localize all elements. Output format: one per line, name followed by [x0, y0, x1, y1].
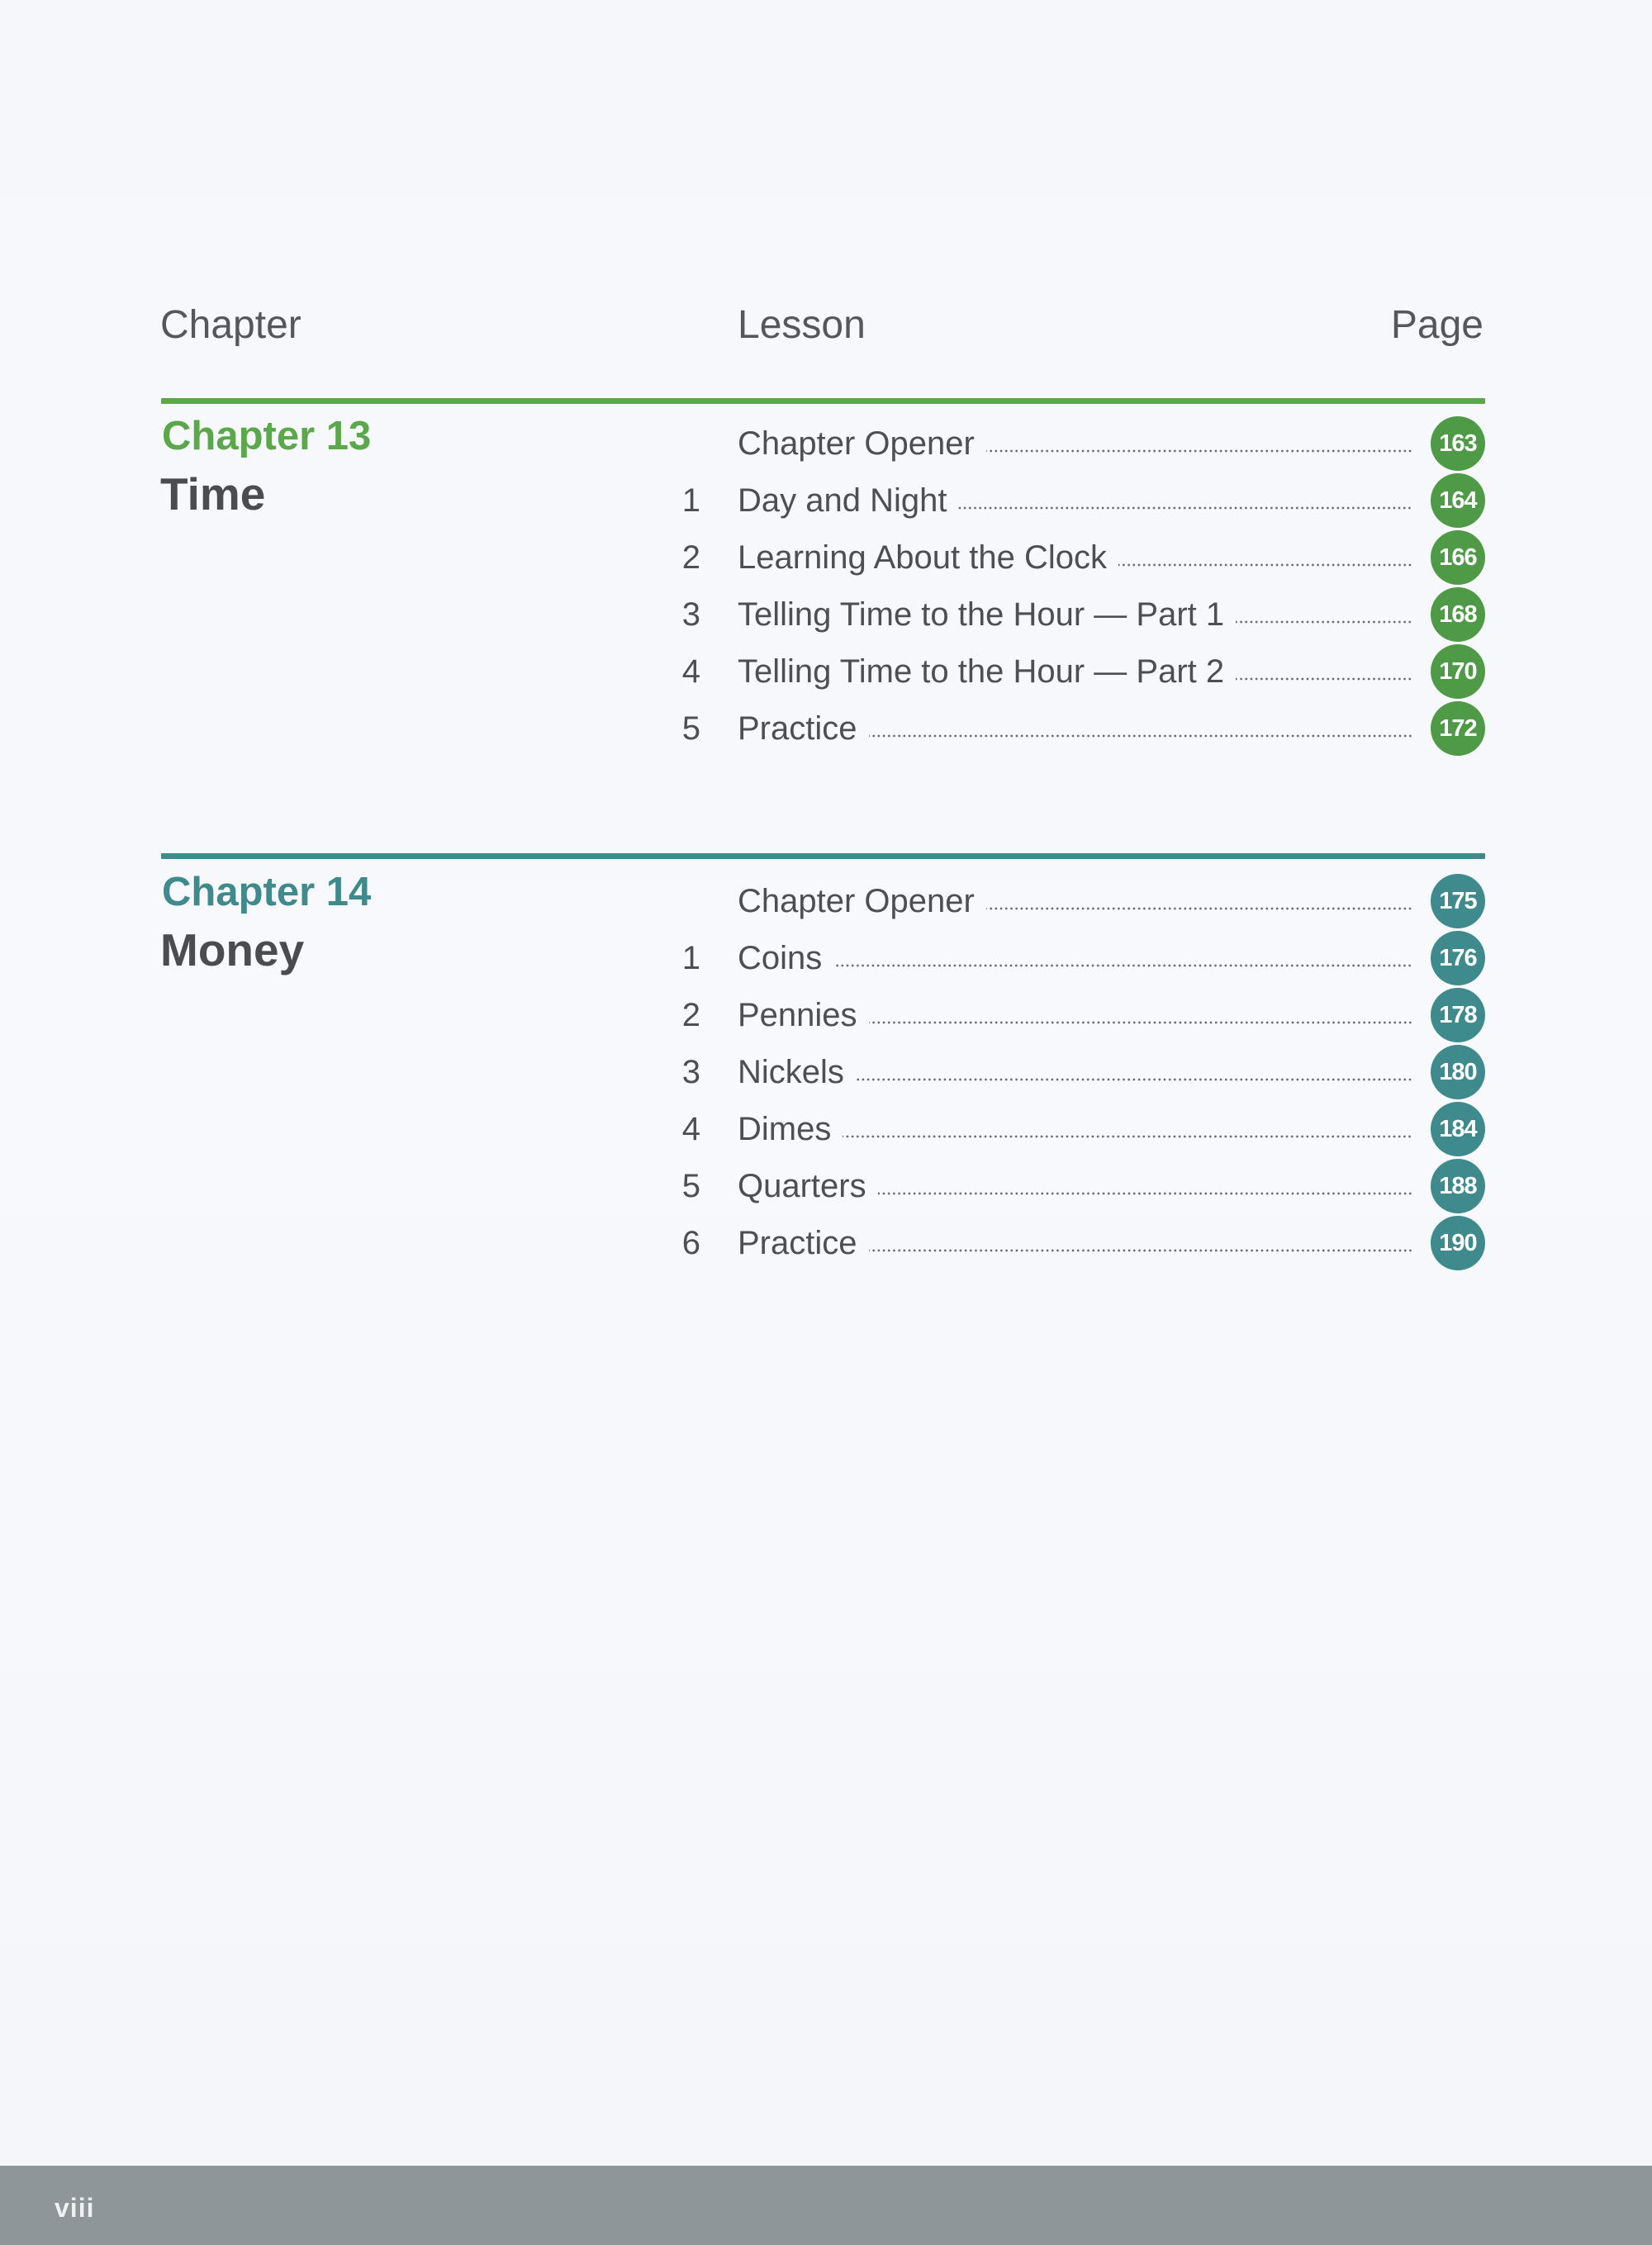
lesson-title[interactable]: Telling Time to the Hour — Part 2 — [738, 653, 1225, 690]
toc-entry[interactable] — [661, 1102, 1487, 1156]
dot-leader — [833, 964, 1412, 967]
page-number-badge[interactable]: 163 — [1431, 416, 1485, 471]
lesson-title[interactable]: Chapter Opener — [738, 882, 975, 919]
toc-entry[interactable] — [661, 1045, 1487, 1099]
page-number-badge[interactable]: 166 — [1431, 530, 1485, 585]
page-number-badge[interactable]: 176 — [1431, 931, 1485, 985]
dot-leader — [869, 1249, 1413, 1252]
dot-leader — [986, 449, 1412, 453]
page-number-badge[interactable]: 175 — [1431, 874, 1485, 928]
lesson-title[interactable]: Quarters — [738, 1167, 866, 1204]
page-number-badge[interactable]: 172 — [1431, 701, 1485, 756]
lesson-number: 2 — [681, 539, 700, 576]
dot-leader — [843, 1135, 1412, 1138]
toc-entry[interactable] — [661, 530, 1487, 585]
lesson-title[interactable]: Learning About the Clock — [738, 539, 1107, 576]
dot-leader — [1236, 620, 1412, 624]
toc-entry[interactable] — [661, 1216, 1487, 1270]
page-number-badge[interactable]: 180 — [1431, 1045, 1485, 1099]
toc-entry[interactable] — [661, 874, 1487, 928]
chapter-14-title: Money — [160, 924, 305, 975]
lesson-number: 6 — [681, 1224, 700, 1261]
lesson-title[interactable]: Telling Time to the Hour — Part 1 — [738, 596, 1225, 633]
page-number-badge[interactable]: 168 — [1431, 587, 1485, 642]
page-number-badge[interactable]: 164 — [1431, 473, 1485, 528]
footer-bar — [0, 2166, 1652, 2245]
lesson-number: 5 — [681, 1167, 700, 1204]
dot-leader — [958, 506, 1412, 510]
toc-entry[interactable] — [661, 988, 1487, 1042]
lesson-title[interactable]: Practice — [738, 710, 857, 747]
lesson-number: 3 — [681, 596, 700, 633]
dot-leader — [869, 1021, 1412, 1024]
toc-entry[interactable] — [661, 473, 1487, 528]
lesson-number: 3 — [681, 1053, 700, 1090]
chapter-14-label: Chapter 14 — [162, 870, 372, 914]
lesson-number: 1 — [681, 482, 700, 519]
column-header-lesson: Lesson — [738, 303, 866, 347]
page-folio: viii — [55, 2193, 95, 2223]
page-number-badge[interactable]: 190 — [1431, 1216, 1485, 1270]
page-number-badge[interactable]: 188 — [1431, 1159, 1485, 1213]
dot-leader — [856, 1078, 1412, 1081]
page-number-badge[interactable]: 170 — [1431, 644, 1485, 699]
chapter-13-label: Chapter 13 — [162, 414, 372, 458]
lesson-title[interactable]: Chapter Opener — [738, 425, 975, 462]
lesson-title[interactable]: Nickels — [738, 1053, 844, 1090]
lesson-number: 5 — [681, 710, 700, 747]
dot-leader — [878, 1192, 1412, 1195]
lesson-title[interactable]: Coins — [738, 939, 823, 976]
page-number-badge[interactable]: 184 — [1431, 1102, 1485, 1156]
toc-entry[interactable] — [661, 416, 1487, 471]
chapter-14-divider — [161, 853, 1485, 859]
toc-entry[interactable] — [661, 644, 1487, 699]
lesson-number: 1 — [681, 939, 700, 976]
toc-entry[interactable] — [661, 587, 1487, 642]
lesson-title[interactable]: Dimes — [738, 1110, 832, 1147]
column-header-page: Page — [1390, 303, 1483, 347]
lesson-number: 2 — [681, 996, 700, 1033]
toc-entry[interactable] — [661, 701, 1487, 756]
page-number-badge[interactable]: 178 — [1431, 988, 1485, 1042]
chapter-13-title: Time — [160, 468, 266, 520]
column-header-chapter: Chapter — [160, 303, 301, 347]
toc-entry[interactable] — [661, 931, 1487, 985]
dot-leader — [869, 734, 1413, 738]
dot-leader — [1236, 677, 1412, 681]
chapter-13-divider — [161, 398, 1485, 404]
dot-leader — [986, 907, 1412, 910]
dot-leader — [1118, 563, 1412, 567]
lesson-number: 4 — [681, 1110, 700, 1147]
lesson-title[interactable]: Day and Night — [738, 482, 947, 519]
lesson-title[interactable]: Pennies — [738, 996, 857, 1033]
lesson-title[interactable]: Practice — [738, 1224, 857, 1261]
toc-entry[interactable] — [661, 1159, 1487, 1213]
lesson-number: 4 — [681, 653, 700, 690]
